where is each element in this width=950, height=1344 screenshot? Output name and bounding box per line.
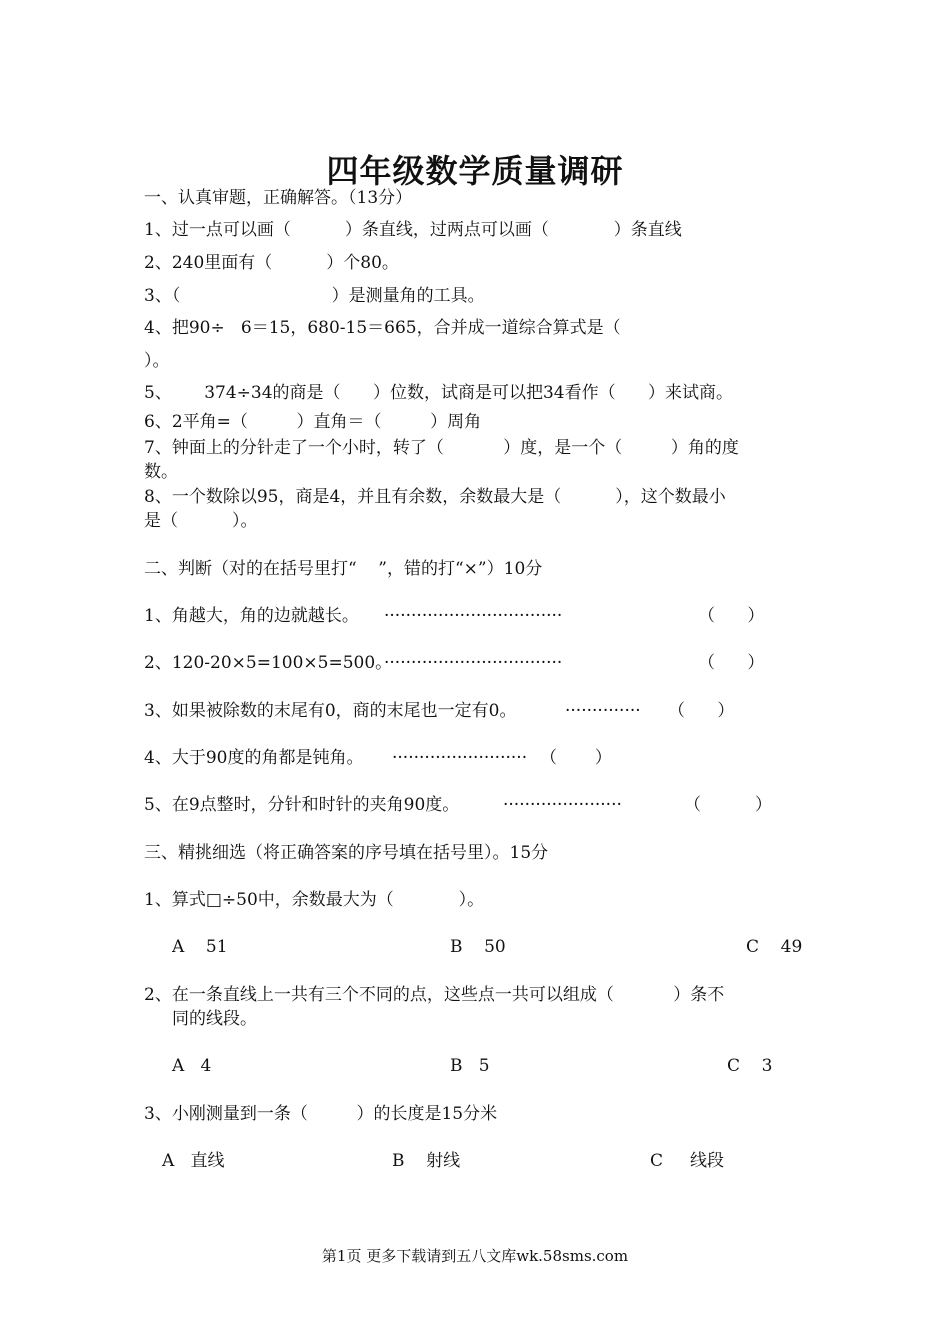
s2-item-2-paren: （ ） — [698, 653, 765, 673]
s1-question-7-line1: 7、钟面上的分针走了一个小时，转了（ ）度，是一个（ ）角的度 — [144, 438, 739, 458]
s3-question-2-line1: 2、在一条直线上一共有三个不同的点，这些点一共可以组成（ ）条不 — [144, 985, 725, 1005]
s2-item-3-text: 3、如果被除数的末尾有0，商的末尾也一定有0。 — [144, 701, 517, 721]
s2-item-4-paren: （ ） — [540, 748, 612, 768]
s1-question-2: 2、240里面有（ ）个80。 — [144, 253, 399, 273]
s2-item-5-dots: ······················ — [503, 795, 622, 815]
s3-question-2-line2: 同的线段。 — [172, 1009, 257, 1029]
page-footer: 第1页 更多下载请到五八文库wk.58sms.com — [321, 1247, 629, 1265]
page-title: 四年级数学质量调研 — [326, 152, 624, 191]
s1-question-4-line2: ）。 — [144, 351, 170, 371]
s3-q3-option-a: A 直线 — [162, 1151, 225, 1171]
s3-question-1: 1、算式□÷50中，余数最大为（ ）。 — [144, 890, 485, 910]
section2-heading: 二、判断（对的在括号里打“ ”，错的打“×”）10分 — [144, 559, 543, 579]
s3-q1-option-a: A 51 — [172, 937, 228, 957]
s3-q3-option-c: C 线段 — [650, 1151, 725, 1171]
section3-heading: 三、精挑细选（将正确答案的序号填在括号里）。15分 — [144, 843, 549, 863]
s2-item-4-dots: ························· — [392, 748, 528, 768]
s3-q2-option-a: A 4 — [172, 1056, 212, 1076]
s1-question-8-line2: 是（ ）。 — [144, 511, 258, 531]
s2-item-1-text: 1、角越大，角的边就越长。 — [144, 606, 359, 626]
s2-item-1-paren: （ ） — [698, 606, 765, 626]
s2-item-5-text: 5、在9点整时，分针和时针的夹角90度。 — [144, 795, 460, 815]
s2-item-1-dots: ································· — [384, 606, 563, 626]
s2-item-4-text: 4、大于90度的角都是钝角。 — [144, 748, 364, 768]
s1-question-6: 6、2平角=（ ）直角＝（ ）周角 — [144, 412, 482, 432]
s3-q1-option-c: C 49 — [746, 937, 803, 957]
s1-question-4-line1: 4、把90÷ 6＝15，680-15＝665，合并成一道综合算式是（ — [144, 318, 621, 338]
s2-item-3-dots: ·············· — [565, 701, 641, 721]
section1-heading: 一、认真审题，正确解答。（13分） — [144, 188, 413, 208]
s1-question-1: 1、过一点可以画（ ）条直线，过两点可以画（ ）条直线 — [144, 220, 682, 240]
s3-q3-option-b: B 射线 — [392, 1151, 461, 1171]
s3-q2-option-b: B 5 — [450, 1056, 490, 1076]
s3-q1-option-b: B 50 — [450, 937, 506, 957]
s2-item-2-dots: ································· — [384, 653, 563, 673]
s1-question-8-line1: 8、一个数除以95，商是4，并且有余数，余数最大是（ ），这个数最小 — [144, 487, 726, 507]
s2-item-3-paren: （ ） — [668, 701, 735, 721]
s2-item-2-text: 2、120-20×5=100×5=500。 — [144, 653, 393, 673]
s1-question-7-line2: 数。 — [144, 462, 178, 482]
s1-question-3: 3、（ ）是测量角的工具。 — [144, 286, 485, 306]
s3-q2-option-c: C 3 — [727, 1056, 773, 1076]
s1-question-5: 5、 374÷34的商是（ ）位数，试商是可以把34看作（ ）来试商。 — [144, 383, 734, 403]
s2-item-5-paren: （ ） — [684, 795, 773, 815]
s3-question-3: 3、小刚测量到一条（ ）的长度是15分米 — [144, 1104, 498, 1124]
